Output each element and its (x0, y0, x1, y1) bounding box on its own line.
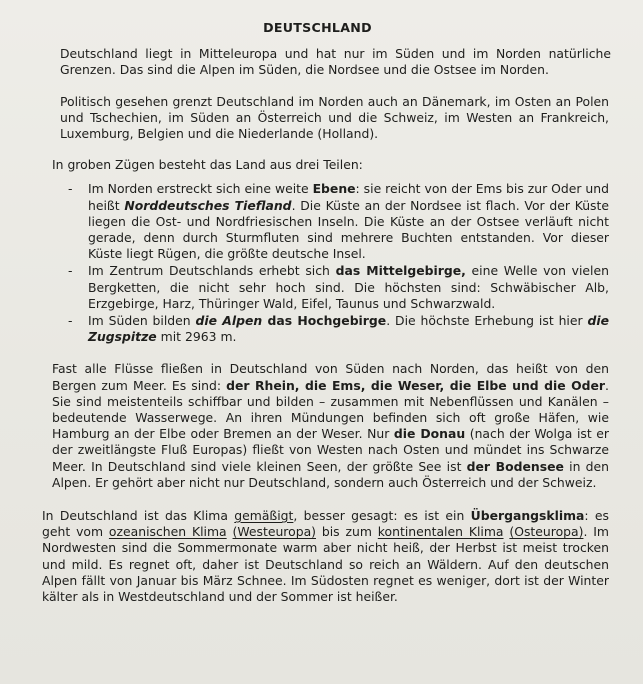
rivers-paragraph (52, 361, 609, 491)
intro-paragraph: Deutschland liegt in Mitteleuropa und hat nur im Süden und im Norden natürliche Grenzen. Das sind die Alpen im Süden, die Nordsee und die Ostsee im Norden. (60, 46, 611, 78)
text-run: Im Zentrum Deutschlands erhebt sich (88, 263, 336, 279)
text-run: Im Süden bilden (88, 313, 196, 329)
bold-italic-term: Norddeutsches Tiefland (124, 197, 292, 213)
text-run: In Deutschland ist das Klima (42, 508, 235, 524)
list-dash: - (68, 313, 73, 329)
bold-term: der Bodensee (466, 458, 564, 474)
underlined-term: gemäßigt (234, 508, 294, 524)
bold-term: Ebene (312, 181, 356, 197)
text-run: . Im Nordwesten sind die Sommermonate warm aber nicht heiß, der Herbst ist meist trocken und mild. Es regnet oft, daher ist Deutschland so reich an Wäldern. Auf den deutschen Alpen fällt von Januar bis März Schnee. Im Südosten regnet es weniger, dort ist der Winter kälter als in Westdeutschland und der Sommer ist heißer. (42, 524, 609, 605)
page-title: DEUTSCHLAND (263, 20, 372, 35)
bold-term: der Rhein, die Ems, die Weser, die Elbe und die Oder (226, 377, 606, 393)
underlined-term: ozeanischen Klima (108, 524, 227, 540)
list-dash: - (68, 263, 73, 279)
list-dash: - (68, 181, 73, 197)
list-item-north (22, 181, 613, 262)
text-run: : es geht vom (42, 508, 609, 540)
list-item-center (22, 263, 613, 312)
text-run: (nach der Wolga ist er der zweitlängste Fluß Europas) fließt von Westen nach Osten und mündet ins Schwarze Meer. In Deutschland sind viele kleinen Seen, der größte See ist (52, 426, 610, 474)
text-run: , besser gesagt: es ist ein (293, 508, 471, 524)
text-run: . Die Küste an der Nordsee ist flach. Vor der Küste liegen die Ost- und Nordfriesischen Inseln. Die Küste an der Ostsee verläuft nicht gerade, denn durch Sturmfluten sind mehrere Buchten entstanden. Vor dieser Küste liegt Rügen, die größte deutsche Insel. (88, 197, 609, 262)
text-run: eine Welle von vielen Bergketten, die nicht sehr hoch sind. Die höchsten sind: Schwäbischer Alb, Erzgebirge, Harz, Thüringer Wald, Eifel, Taunus und Schwarzwald. (88, 263, 609, 311)
text-run: bis zum (316, 524, 378, 540)
bold-term: das Hochgebirge (262, 313, 387, 329)
text-run: . Die höchste Erhebung ist hier (386, 313, 588, 329)
climate-paragraph (42, 508, 609, 605)
parts-intro-paragraph: In groben Zügen besteht das Land aus drei Teilen: (52, 157, 363, 173)
text-run: . Sie sind meistenteils schiffbar und bilden – zusammen mit Nebenflüssen und Kanälen – bedeutende Wasserwege. An ihren Mündungen befinden sich oft große Häfen, wie Hamburg an der Elbe oder Bremen an der Weser. Nur (52, 377, 609, 442)
underlined-term: (Osteuropa) (509, 524, 584, 540)
neighbors-paragraph: Politisch gesehen grenzt Deutschland im Norden auch an Dänemark, im Osten an Polen und Tschechien, im Süden an Österreich und die Schweiz, im Westen an Frankreich, Luxemburg, Belgien und die Niederlande (Holland). (60, 93, 609, 142)
bold-italic-term: die Alpen (195, 313, 263, 329)
bold-term: das Mittelgebirge, (335, 263, 466, 279)
bold-italic-term: die Zugspitze (88, 313, 609, 345)
regions-list (22, 181, 613, 345)
list-item-south (22, 313, 613, 345)
bold-term: die Donau (393, 426, 466, 442)
text-run: : sie reicht von der Ems bis zur Oder und heißt (88, 181, 609, 213)
text-run: Fast alle Flüsse fließen in Deutschland von Süden nach Norden, das heißt von den Bergen zum Meer. Es sind: (52, 361, 609, 393)
underlined-term: kontinentalen Klima (377, 524, 504, 540)
text-run: Im Norden erstreckt sich eine weite (88, 181, 313, 197)
text-run: mit 2963 m. (156, 329, 237, 345)
text-run: in den Alpen. Er gehört aber nicht nur Deutschland, sondern auch Österreich und der Schweiz. (52, 458, 609, 490)
bold-term: Übergangsklima (470, 508, 585, 524)
underlined-term: (Westeuropa) (232, 524, 316, 540)
